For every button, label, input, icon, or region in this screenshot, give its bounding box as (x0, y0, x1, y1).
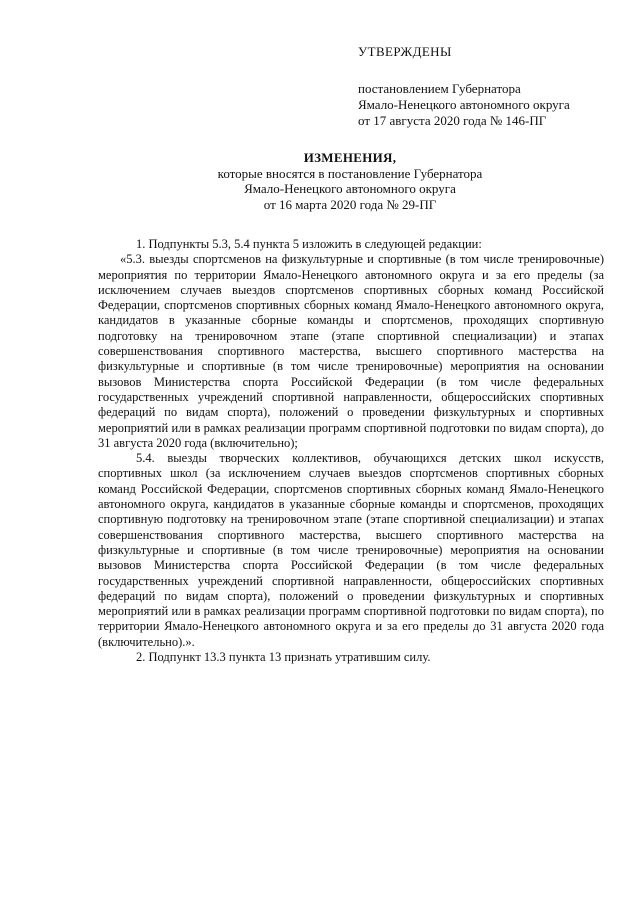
title-line-3: от 16 марта 2020 года № 29-ПГ (263, 196, 437, 212)
approval-line-3: от 17 августа 2020 года № 146-ПГ (358, 113, 547, 128)
paragraph-5-3: «5.3. выезды спортсменов на физкультурные и спортивные (в том числе тренировочные) мероприятия по территории Ямало-Ненецкого автономного округа и за его пределы (за исключением случаев выездов спортсменов спортивных сборных команд Российской Федерации, спортсменов спортивных сборных команд Ямало-Ненецкого автономного округа, кандидатов в указанные сборные команды и спортсменов, проходящих спортивную подготовку на тренировочном этапе (этапе спортивной специализации) и этапах совершенствования спортивного мастерства, высшего спортивного мастерства на физкультурные и спортивные (в том числе тренировочные) мероприятия на основании вызовов Министерства спорта Российской Федерации (в том числе федеральных государственных учреждений спортивной направленности, общероссийских спортивных федераций по видам спорта), положений о проведении физкультурных и спортивных мероприятий или в рамках реализации программ спортивной подготовки по видам спорта), до 31 августа 2020 года (включительно); (98, 252, 604, 450)
approval-line-2: Ямало-Ненецкого автономного округа (358, 97, 570, 112)
approval-line-1: постановлением Губернатора (358, 81, 521, 96)
title-line-1: которые вносятся в постановление Губернатора (217, 165, 483, 181)
paragraph-1: 1. Подпункты 5.3, 5.4 пункта 5 изложить в следующей редакции: (136, 237, 482, 251)
paragraph-2: 2. Подпункт 13.3 пункта 13 признать утратившим силу. (136, 650, 431, 665)
approval-block (358, 44, 628, 129)
title-line-2: Ямало-Ненецкого автономного округа (244, 181, 456, 196)
document-title-block (100, 150, 600, 212)
paragraph-5-4: 5.4. выезды творческих коллективов, обучающихся детских школ искусств, спортивных школ (за исключением случаев выездов спортсменов спортивных сборных команд Российской Федерации, спортсменов спортивных сборных команд Ямало-Ненецкого автономного округа, кандидатов в указанные сборные команды и спортсменов, проходящих спортивную подготовку на тренировочном этапе (этапе спортивной специализации) и этапах совершенствования спортивного мастерства, высшего спортивного мастерства на физкультурные и спортивные (в том числе тренировочные) мероприятия на основании вызовов Министерства спорта Российской Федерации (в том числе федеральных государственных учреждений спортивной направленности, общероссийских спортивных федераций по видам спорта), положений о проведении физкультурных и спортивных мероприятий или в рамках реализации программ спортивной подготовки по видам спорта), по территории Ямало-Ненецкого автономного округа и за его пределы до 31 августа 2020 года (включительно).». (98, 451, 604, 649)
document-title: ИЗМЕНЕНИЯ, (303, 150, 397, 165)
approval-heading: УТВЕРЖДЕНЫ (358, 44, 452, 59)
document-body (98, 237, 604, 665)
